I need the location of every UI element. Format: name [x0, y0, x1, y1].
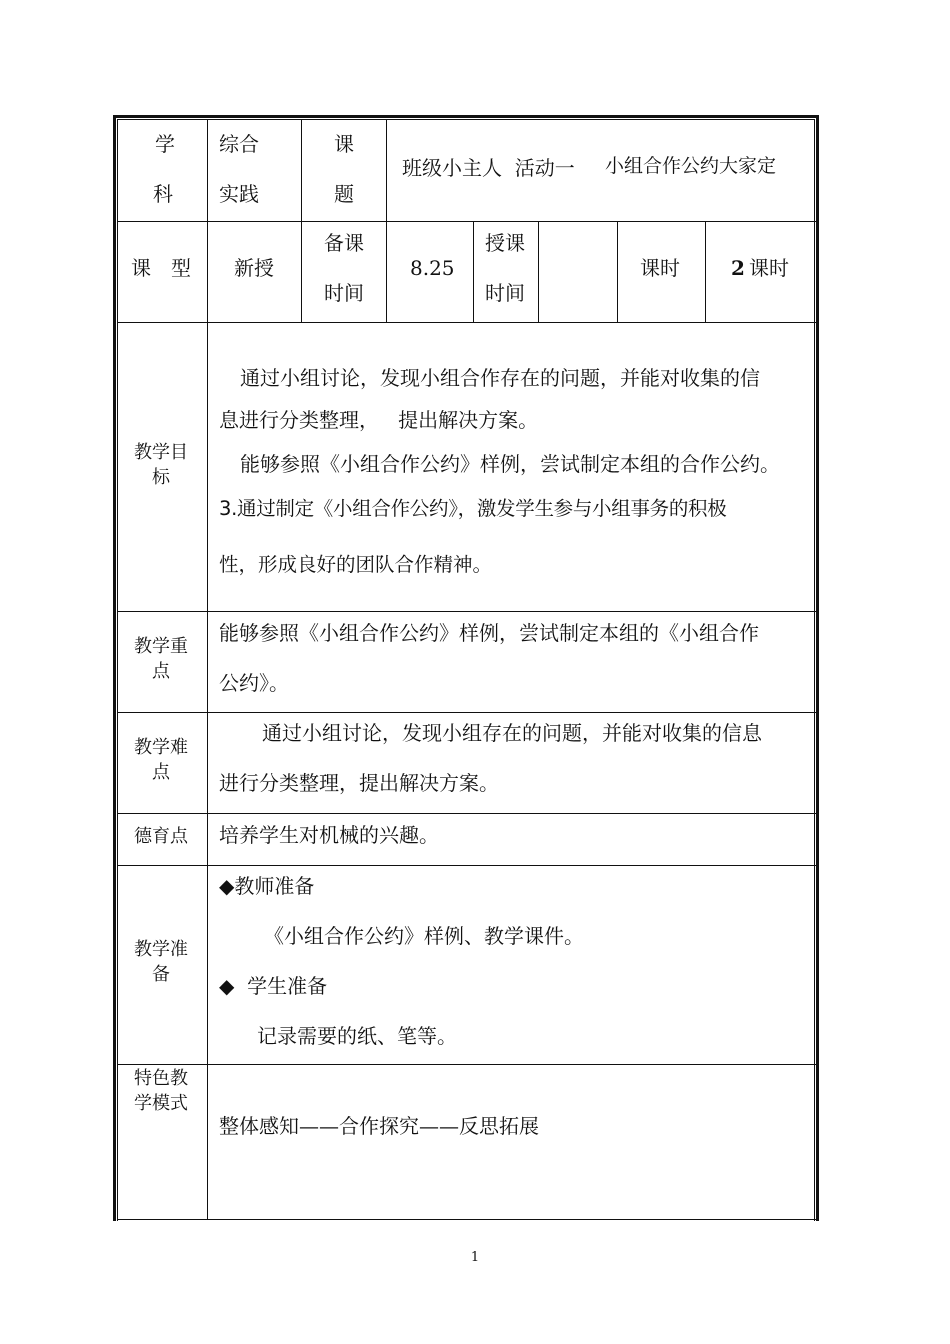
mode-text: 整体感知——合作探究——反思拓展	[219, 1114, 539, 1138]
row-divider	[117, 712, 816, 713]
column-divider	[207, 119, 208, 1220]
difficulties-text: 通过小组讨论，发现小组存在的问题，并能对收集的信息	[262, 721, 762, 745]
difficulties-text: 进行分类整理，提出解决方案。	[219, 771, 499, 795]
goals-label: 标	[152, 467, 170, 488]
key-points-text: 公约》。	[219, 671, 289, 695]
subject-value: 综合	[219, 132, 259, 156]
column-divider	[473, 221, 474, 322]
prep-time-label: 时间	[324, 281, 364, 305]
key-points-label: 教学重	[134, 636, 188, 657]
goal-item: 性，形成良好的团队合作精神。	[219, 553, 493, 576]
teacher-prep-items: 《小组合作公约》样例、教学课件。	[264, 924, 584, 948]
lesson-type-value: 新授	[234, 256, 274, 280]
row-divider	[117, 1064, 816, 1065]
subject-label: 科	[153, 182, 173, 206]
row-divider	[117, 322, 816, 323]
student-prep-items: 记录需要的纸、笔等。	[257, 1024, 457, 1048]
row-divider	[117, 1219, 816, 1220]
page-number: 1	[470, 1250, 480, 1265]
moral-text: 培养学生对机械的兴趣。	[219, 823, 439, 847]
subject-label: 学	[155, 132, 175, 156]
row-divider	[117, 813, 816, 814]
difficulties-label: 点	[152, 762, 170, 783]
topic-title: 小组合作公约大家定	[605, 155, 777, 177]
key-points-label: 点	[152, 661, 170, 682]
topic-label: 题	[334, 182, 354, 206]
student-prep-heading: ◆ 学生准备	[219, 974, 328, 998]
prep-time-value: 8.25	[410, 256, 455, 280]
preparation-label: 备	[152, 964, 170, 985]
teacher-prep-heading: ◆教师准备	[219, 874, 315, 898]
goal-item: 通过小组讨论，发现小组合作存在的问题，并能对收集的信	[240, 366, 760, 390]
row-divider	[117, 221, 816, 222]
topic-value: 班级小主人 活动一	[402, 156, 575, 180]
teach-time-label: 时间	[485, 281, 525, 305]
prep-time-label: 备课	[324, 231, 364, 255]
column-divider	[705, 221, 706, 322]
period-number: 2	[731, 256, 745, 280]
row-divider	[117, 865, 816, 866]
subject-value: 实践	[219, 182, 259, 206]
goal-item: 3.通过制定《小组合作公约》，激发学生参与小组事务的积极	[219, 497, 727, 520]
column-divider	[538, 221, 539, 322]
goals-label: 教学目	[134, 442, 188, 463]
column-divider	[301, 119, 302, 322]
column-divider	[617, 221, 618, 322]
lesson-type-label: 课 型	[131, 256, 191, 280]
column-divider	[386, 119, 387, 322]
lesson-plan-table	[113, 115, 819, 1221]
period-unit: 课时	[749, 256, 789, 280]
moral-label: 德育点	[134, 826, 188, 847]
difficulties-label: 教学难	[134, 737, 188, 758]
teach-time-label: 授课	[485, 231, 525, 255]
key-points-text: 能够参照《小组合作公约》样例，尝试制定本组的《小组合作	[219, 621, 759, 645]
goal-item: 能够参照《小组合作公约》样例，尝试制定本组的合作公约。	[240, 452, 780, 476]
goal-item: 息进行分类整理， 提出解决方案。	[219, 408, 539, 432]
mode-label: 学模式	[134, 1093, 188, 1114]
row-divider	[117, 611, 816, 612]
mode-label: 特色教	[134, 1068, 188, 1089]
period-label: 课时	[640, 256, 680, 280]
preparation-label: 教学准	[134, 939, 188, 960]
topic-label: 课	[334, 132, 354, 156]
